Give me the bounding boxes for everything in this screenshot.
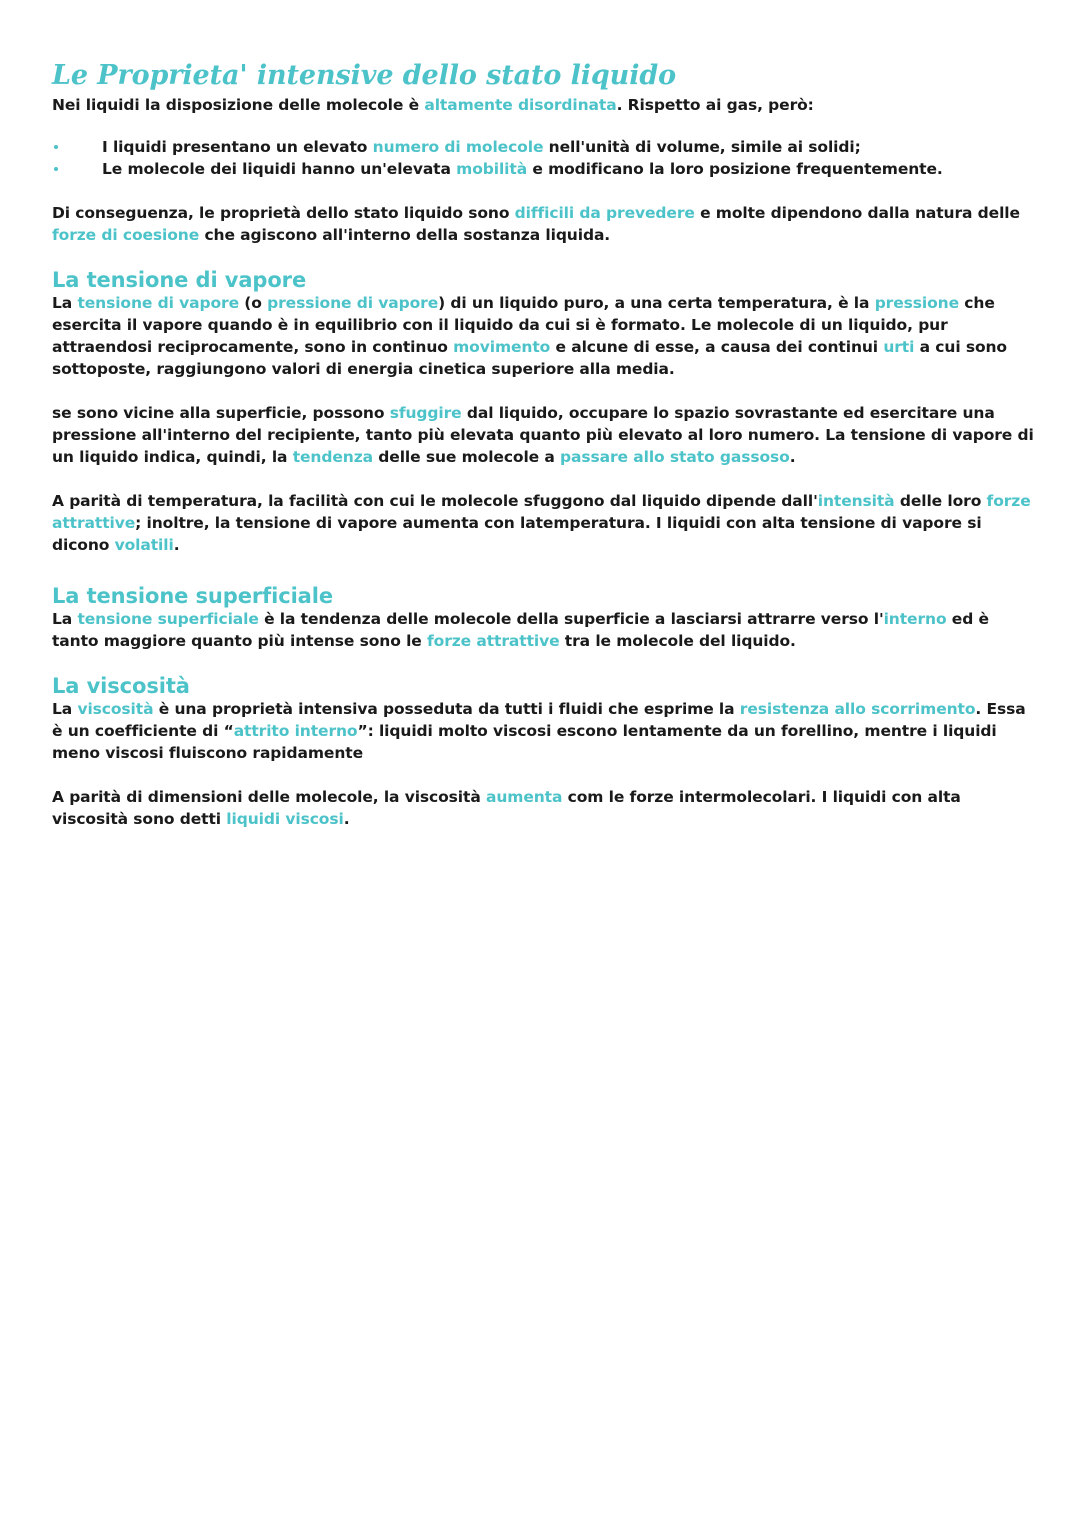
text-run: ; inoltre, la tensione di vapore aumenta con latemperatura. I liquidi con alta tensione di vapore si dicono [52,514,982,554]
text-run: che agiscono all'interno della sostanza liquida. [199,226,611,244]
vapore-paragraph-2 [52,402,1037,468]
highlight-term: forze attrattive [52,492,1031,532]
text-run: Di conseguenza, le proprietà dello stato liquido sono [52,204,515,222]
text-run: (o [239,294,268,312]
text-run: è una proprietà intensiva posseduta da tutti i fluidi che esprime la [153,700,740,718]
bullet-dot-icon [54,145,58,149]
viscosita-paragraph-2 [52,786,1037,830]
page-title: Le Proprieta' intensive dello stato liquido [52,60,677,91]
highlight-term: volatili [114,536,174,554]
highlight-term: tensione superficiale [77,610,259,628]
section-heading-vapore: La tensione di vapore [52,268,307,292]
text-run: ) di un liquido puro, a una certa temperatura, è la [438,294,875,312]
highlight-term: mobilità [456,160,528,178]
highlight-term: movimento [453,338,551,356]
text-run: A parità di temperatura, la facilità con cui le molecole sfuggono dal liquido dipende dall' [52,492,818,510]
highlight-term: liquidi viscosi [226,810,344,828]
highlight-term: numero di molecole [372,138,544,156]
highlight-term: altamente disordinata [424,96,617,114]
superficiale-paragraph [52,608,1037,652]
highlight-term: attrito interno [233,722,358,740]
text-run: . [173,536,180,554]
highlight-term: tendenza [292,448,373,466]
highlight-term: interno [883,610,947,628]
highlight-term: resistenza allo scorrimento [739,700,976,718]
text-run: dal liquido, occupare lo spazio sovrastante ed esercitare una pressione all'interno del recipiente, tanto più elevata quanto più elevato al loro numero. La tensione di vapore di un liquido indica, quindi, la [52,404,1034,466]
highlight-term: difficili da prevedere [514,204,695,222]
text-run: . [789,448,796,466]
highlight-term: aumenta [485,788,563,806]
text-run: ed è tanto maggiore quanto più intense sono le [52,610,989,650]
intro-paragraph [52,94,1037,116]
text-run: ”: liquidi molto viscosi escono lentamente da un forellino, mentre i liquidi meno viscosi fluiscono rapidamente [52,722,997,762]
text-run: e modificano la loro posizione frequentemente. [527,160,943,178]
highlight-term: viscosità [77,700,154,718]
text-run: com le forze intermolecolari. I liquidi con alta viscosità sono detti [52,788,961,828]
highlight-term: tensione di vapore [77,294,239,312]
highlight-term: passare allo stato gassoso [560,448,790,466]
text-run: La [52,294,78,312]
highlight-term: intensità [817,492,895,510]
highlight-term: pressione di vapore [267,294,439,312]
text-run: delle sue molecole a [372,448,561,466]
list-item [52,136,1037,158]
vapore-paragraph-1 [52,292,1037,380]
text-run: . Essa è un coefficiente di “ [52,700,1026,740]
text-run: e molte dipendono dalla natura delle [694,204,1020,222]
text-run: è la tendenza delle molecole della superficie a lasciarsi attrarre verso l' [258,610,884,628]
text-run: . Rispetto ai gas, però: [616,96,814,114]
highlight-term: forze attrattive [427,632,560,650]
highlight-term: pressione [874,294,959,312]
text-run: I liquidi presentano un elevato [102,138,373,156]
list-item [52,158,1037,180]
text-run: e alcune di esse, a causa dei continui [550,338,884,356]
text-run: Le molecole dei liquidi hanno un'elevata [102,160,457,178]
highlight-term: forze di coesione [52,226,200,244]
text-run: delle loro [894,492,987,510]
text-run: che esercita il vapore quando è in equilibrio con il liquido da cui si è formato. Le molecole di un liquido, pur attraendosi reciprocamente, sono in continuo [52,294,995,356]
text-run: La [52,700,78,718]
bullet-list [52,136,1037,180]
section-heading-superficiale: La tensione superficiale [52,584,333,608]
vapore-paragraph-3 [52,490,1037,556]
intro-conclusion-paragraph [52,202,1037,246]
text-run: se sono vicine alla superficie, possono [52,404,390,422]
text-run: Nei liquidi la disposizione delle molecole è [52,96,425,114]
bullet-dot-icon [54,167,58,171]
document-content [52,58,1037,830]
highlight-term: sfuggire [389,404,462,422]
text-run: tra le molecole del liquido. [559,632,796,650]
text-run: nell'unità di volume, simile ai solidi; [543,138,861,156]
text-run: La [52,610,78,628]
text-run: A parità di dimensioni delle molecole, la viscosità [52,788,486,806]
highlight-term: urti [883,338,915,356]
text-run: . [343,810,350,828]
section-heading-viscosita: La viscosità [52,674,190,698]
text-run: a cui sono sottoposte, raggiungono valori di energia cinetica superiore alla media. [52,338,1007,378]
viscosita-paragraph-1 [52,698,1037,764]
